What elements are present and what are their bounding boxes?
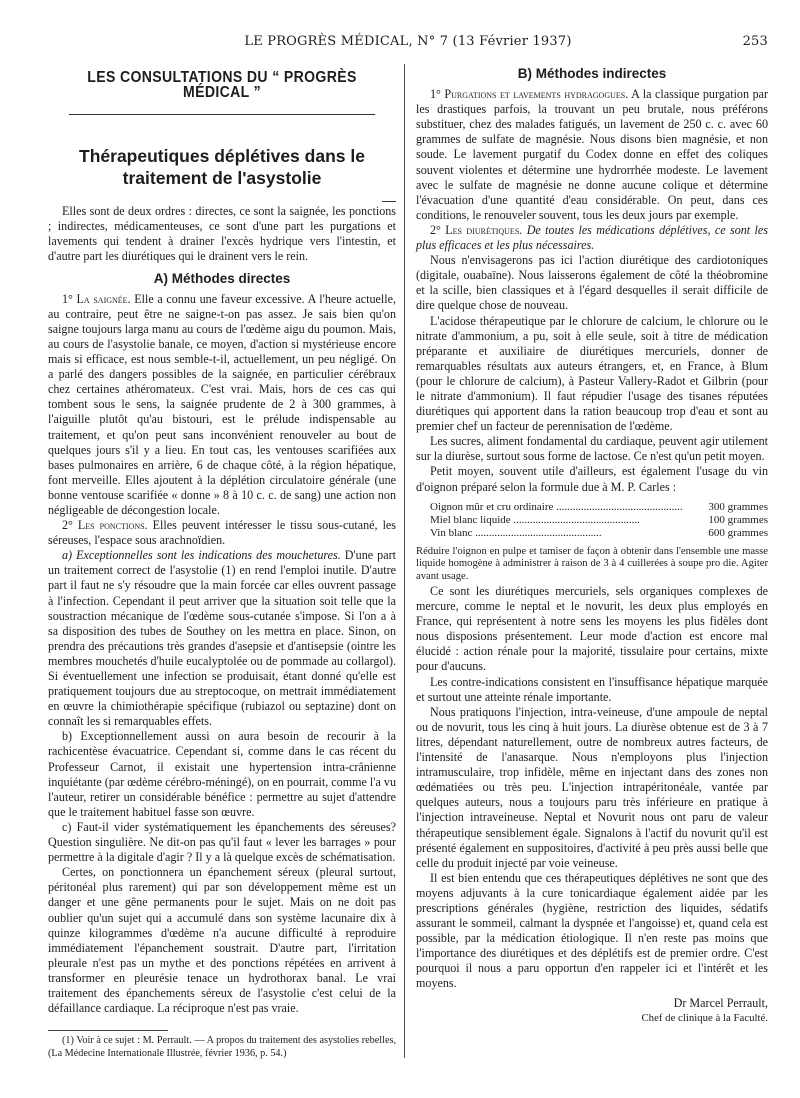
ponctions-text: Elles peuvent intéresser le tissu sous-cutané, les séreuses, l'espace sous arachnoïdien.: [48, 518, 396, 548]
recipe-row: [430, 514, 768, 527]
ingredient: Oignon mûr et cru ordinaire ..............................................: [430, 500, 683, 513]
column-divider: [404, 64, 405, 1058]
section-a-heading: A) Méthodes directes: [153, 270, 291, 286]
ponctions-head: 2° Les ponctions.: [62, 518, 148, 533]
paragraph-ponction-sereuse: Certes, on ponctionnera un épanchement séreux (pleural surtout, péritonéal plus rarement) qui par son développement même est un danger et une gêne permanents pour le sujet. Mais on ne doit pas oublier qu'un sujet qui a accumulé dans son système lacunaire dix à quinze kilogrammes d'œdème n'a aucune difficulté à reproduire immédiatement l'épanchement soustrait. D'autre part, l'irritation pleurale n'est pas un mythe et des ponctions répétées en arrivent à transformer en pleurésie tenace un hydrothorax banal. Le vrai traitement des épanchements séreux de l'asystolie c'est celui de la défaillance cardiaque. La réciproque n'est pas vraie.: [48, 865, 396, 1016]
saignee-head: 1° La saignée.: [62, 291, 131, 306]
paragraph-epanchements: c) Faut-il vider systématiquement les épanchements des séreuses? Question singulière. Ne dit-on pas qu'il faut « lever les barrages » pour permettre à la digitale d'agir ? Il y a là quelque excès de schématisation.: [48, 819, 396, 865]
mouchetures-head: a) Exceptionnelles sont les indications des mouchetures.: [62, 548, 341, 563]
quantity: 600 grammes: [708, 526, 768, 539]
article-title: Thérapeutiques déplétives dans le traitement de l'asystolie: [79, 146, 365, 189]
footnote: (1) Voir à ce sujet : M. Perrault. — A propos du traitement des asystolies rebelles, (La Médecine Internationale Illustrée, février 1936, p. 54.): [48, 1035, 396, 1059]
paragraph-mercuriels: Ce sont les diurétiques mercuriels, sels organiques complexes de mercure, comme le neptal et le novurit, les deux plus employés en France, qui représentent à notre sens les moyens les plus fidèles dont nous disposions présentement. Leur mode d'action est encore mal élucidé : action rénale pour la majorité, tissulaire pour certains, mixte pour d'aucuns.: [416, 584, 768, 674]
right-column: [416, 66, 768, 1026]
page-number: 253: [742, 34, 768, 49]
ingredient: Miel blanc liquide ..............................................: [430, 513, 640, 526]
footnote-rule: [48, 1030, 168, 1031]
diuretiques-head: 2° Les diurétiques.: [430, 222, 523, 237]
recipe-row: [430, 501, 768, 514]
left-column: [48, 66, 396, 1060]
purgations-head: 1° Purgations et lavements hydragogues.: [430, 87, 629, 102]
intro-paragraph: Elles sont de deux ordres : directes, ce sont la saignée, les ponctions ; indirectes, médicamenteuses, ce sont d'une part les purgations et lavements qui tendent à drainer l'excès hydrique vers l'intestin, et d'autre part les diurétiques qui le drainent vers le rein.: [48, 204, 396, 264]
quantity: 100 grammes: [708, 513, 768, 526]
recipe-note: Réduire l'oignon en pulpe et tamiser de façon à obtenir dans l'ensemble une masse liquide homogène à administrer à raison de 3 à 4 cuillerées à soupe pro die. Agiter avant usage.: [416, 545, 768, 583]
paragraph-rachicentese: b) Exceptionnellement aussi on aura besoin de recourir à la rachicentèse évacuatrice. Cependant si, comme dans le cas récent du Professeur Carnot, il existait une hypertension intra-crânienne inquiétante (par œdème cérébro-méningé), on en pourrait, comme l'a vu l'auteur, retirer un considérable bénéfice : permettre au sujet d'attendre que le traitement habituel fasse son œuvre.: [48, 729, 396, 819]
paragraph-injection: Nous pratiquons l'injection, intra-veineuse, d'une ampoule de neptal ou de novurit, tous les cinq à huit jours. La diurèse obtenue est de 3 à 7 litres, dépendant naturellement, outre de nombreux autres facteurs, de l'intensité de l'anasarque. Nous n'employons plus l'injection intramusculaire, trop infidèle, même en injectant dans des zones non œdématiées ou très peu. L'injection intrapéritonéale, vantée par quelques auteurs, nous a toujours paru très inférieure en pratique à l'injection intraveineuse. Neptal et Novurit nous ont paru de valeur thérapeutique sensiblement égale. Signalons à l'actif du novurit qu'il est présenté également en suppositoires, d'activité à peu près aussi belle que celle du produit injecté par voie veineuse.: [416, 704, 768, 870]
paragraph-diuretiques: [416, 223, 768, 253]
ingredient: Vin blanc ..............................................: [430, 526, 602, 539]
recipe-list: [430, 501, 768, 540]
paragraph-saignee: [48, 292, 396, 518]
title-rule: [382, 201, 396, 202]
paragraph-cardiotoniques: Nous n'envisagerons pas ici l'action diurétique des cardiotoniques (digitale, ouabaïne). Nous laisserons également de côté la théobromine et la scille, bien classiques et à l'égard desquelles il serait difficile de dire quelque chose de nouveau.: [416, 253, 768, 313]
paragraph-contre-indications: Les contre-indications consistent en l'insuffisance hépatique marquée et surtout une atteinte rénale importante.: [416, 674, 768, 704]
quantity: 300 grammes: [708, 500, 768, 513]
rubric-heading: LES CONSULTATIONS DU “ PROGRÈS MÉDICAL ”: [69, 70, 375, 115]
paragraph-vin-oignon: Petit moyen, souvent utile d'ailleurs, est également l'usage du vin d'oignon préparé selon la formule due à M. P. Carles :: [416, 464, 768, 494]
mouchetures-text: D'une part un traitement correct de l'asystolie (1) en rend l'emploi inutile. D'autre part il faut ne s'y résoudre que la main forcée car elles ouvrent passage à l'infection. Cependant il peut arriver que la situation soit telle que la soustraction mécanique de l'œdème sous-cutanée s'impose. Si l'on a à sa disposition des tubes de Southey on les mettra en place. Sinon, on prendra des précautions très grandes d'asepsie et d'antisepsie (ointre les membres mouchetés d'huile eucalyptolée ou de pommade au collargol). Si éventuellement une infection se produisait, étant donné qu'elle est pratiquement toujours due au streptocoque, on mettrait immédiatement en œuvre la chimiothérapie spécifique (rubiazol ou septazine) dont on connaît les si remarquables effets.: [48, 548, 396, 729]
paragraph-purgations: [416, 87, 768, 223]
signature-block: [416, 996, 768, 1026]
diuretiques-text: De toutes les médications déplétives, ce sont les plus efficaces et les plus nécessaires.: [416, 222, 768, 253]
running-header: [48, 34, 768, 52]
paragraph-ponctions: [48, 518, 396, 548]
recipe-row: [430, 527, 768, 540]
saignee-text: Elle a connu une faveur excessive. A l'heure actuelle, au contraire, peut être ne saigne-t-on pas assez. Je sais bien qu'on saigne toujours larga manu au cours de l'œdème aigu du poumon. Mais, au cours de l'asystolie banale, ce moyen, d'action si mystérieuse encore mais si efficace, est nous semble-t-il, actuellement, un peu négligé. On a parlé des dangers possibles de la saignée, en particulier cérébraux chez certaines athéromateux. C'est vrai. Mais, hors de ces cas qui tombent sous le sens, la saignée prudente de 2 à 300 grammes, à l'aiguille plutôt qu'au bistouri, est le prélude indispensable au traitement, et qu'on peut sans inconvénient renouveler au bout de quelques jours s'il y a lieu. En tout cas, les ventouses scarifiées aux bases pulmonaires en arrière, 6 de chaque côté, à la région hépatique, font merveille. Elles ajoutent à la déplétion circulatoire générale (une bonne ventouse scarifiée « donne » 8 à 10 c. c. de sang) une action non négligeable de décongestion locale.: [48, 291, 396, 517]
author-affiliation: Chef de clinique à la Faculté.: [641, 1011, 768, 1024]
purgations-text: A la classique purgation par les drastiques parfois, la trouvant un peu brutale, nous préférons substituer, chez des malades fatigués, un lavement de 250 c. c. avec 60 grammes de sulfate de magnésie. Nous disons bien magnésie, et non soude. Le lavement purgatif du Codex donne en effet des coliques souvent violentes et détermine une hydrorrhée modeste. Le lavement avec le sulfate de magnésie ne donne aucune colique et détermine l'évacuation d'une quantité d'eau considérable. On peut, dans ces conditions, le renouveler souvent, tous les deux jours par exemple.: [416, 87, 769, 222]
paragraph-acidose: L'acidose thérapeutique par le chlorure de calcium, le chlorure ou le nitrate d'ammonium, a pu, soit à elle seule, soit à titre de médication préparante et auxiliaire de diurétiques mercuriels, donner de remarquables résultats aux auteurs étrangers, et, en France, à Blum (pour le chlorure de calcium), à Pasteur Vallery-Radot et Gilbrin (pour le nitrate d'ammonium). Il faut répudier l'usage des tisanes réputées diurétiques qui apportent dans la ration beaucoup trop d'eau et sont au premier chef un facteur de perennisation de l'œdème.: [416, 313, 768, 434]
paragraph-sucres: Les sucres, aliment fondamental du cardiaque, peuvent agir utilement sur la diurèse, surtout sous forme de lactose. Ce n'est qu'un petit moyen.: [416, 434, 768, 464]
paragraph-mouchetures: [48, 548, 396, 729]
paragraph-conclusion: Il est bien entendu que ces thérapeutiques déplétives ne sont que des moyens adjuvants à la cure tonicardiaque également aidée par les prescriptions générales (hygiène, restriction des liquides, sédatifs assurant le sommeil, calmant la dyspnée et l'angoisse) et, quand cela est possible, par la médication étiologique. Il n'en reste pas moins que l'importance des diurétiques et des déplétifs est de premier ordre. C'est pourquoi il nous a paru opportun d'en rappeler ici et l'intérêt et les moyens.: [416, 870, 768, 991]
section-b-heading: B) Méthodes indirectes: [517, 66, 667, 81]
journal-title: LE PROGRÈS MÉDICAL, N° 7 (13 Février 1937): [244, 34, 572, 49]
author-signature: Dr Marcel Perrault,: [673, 995, 768, 1010]
